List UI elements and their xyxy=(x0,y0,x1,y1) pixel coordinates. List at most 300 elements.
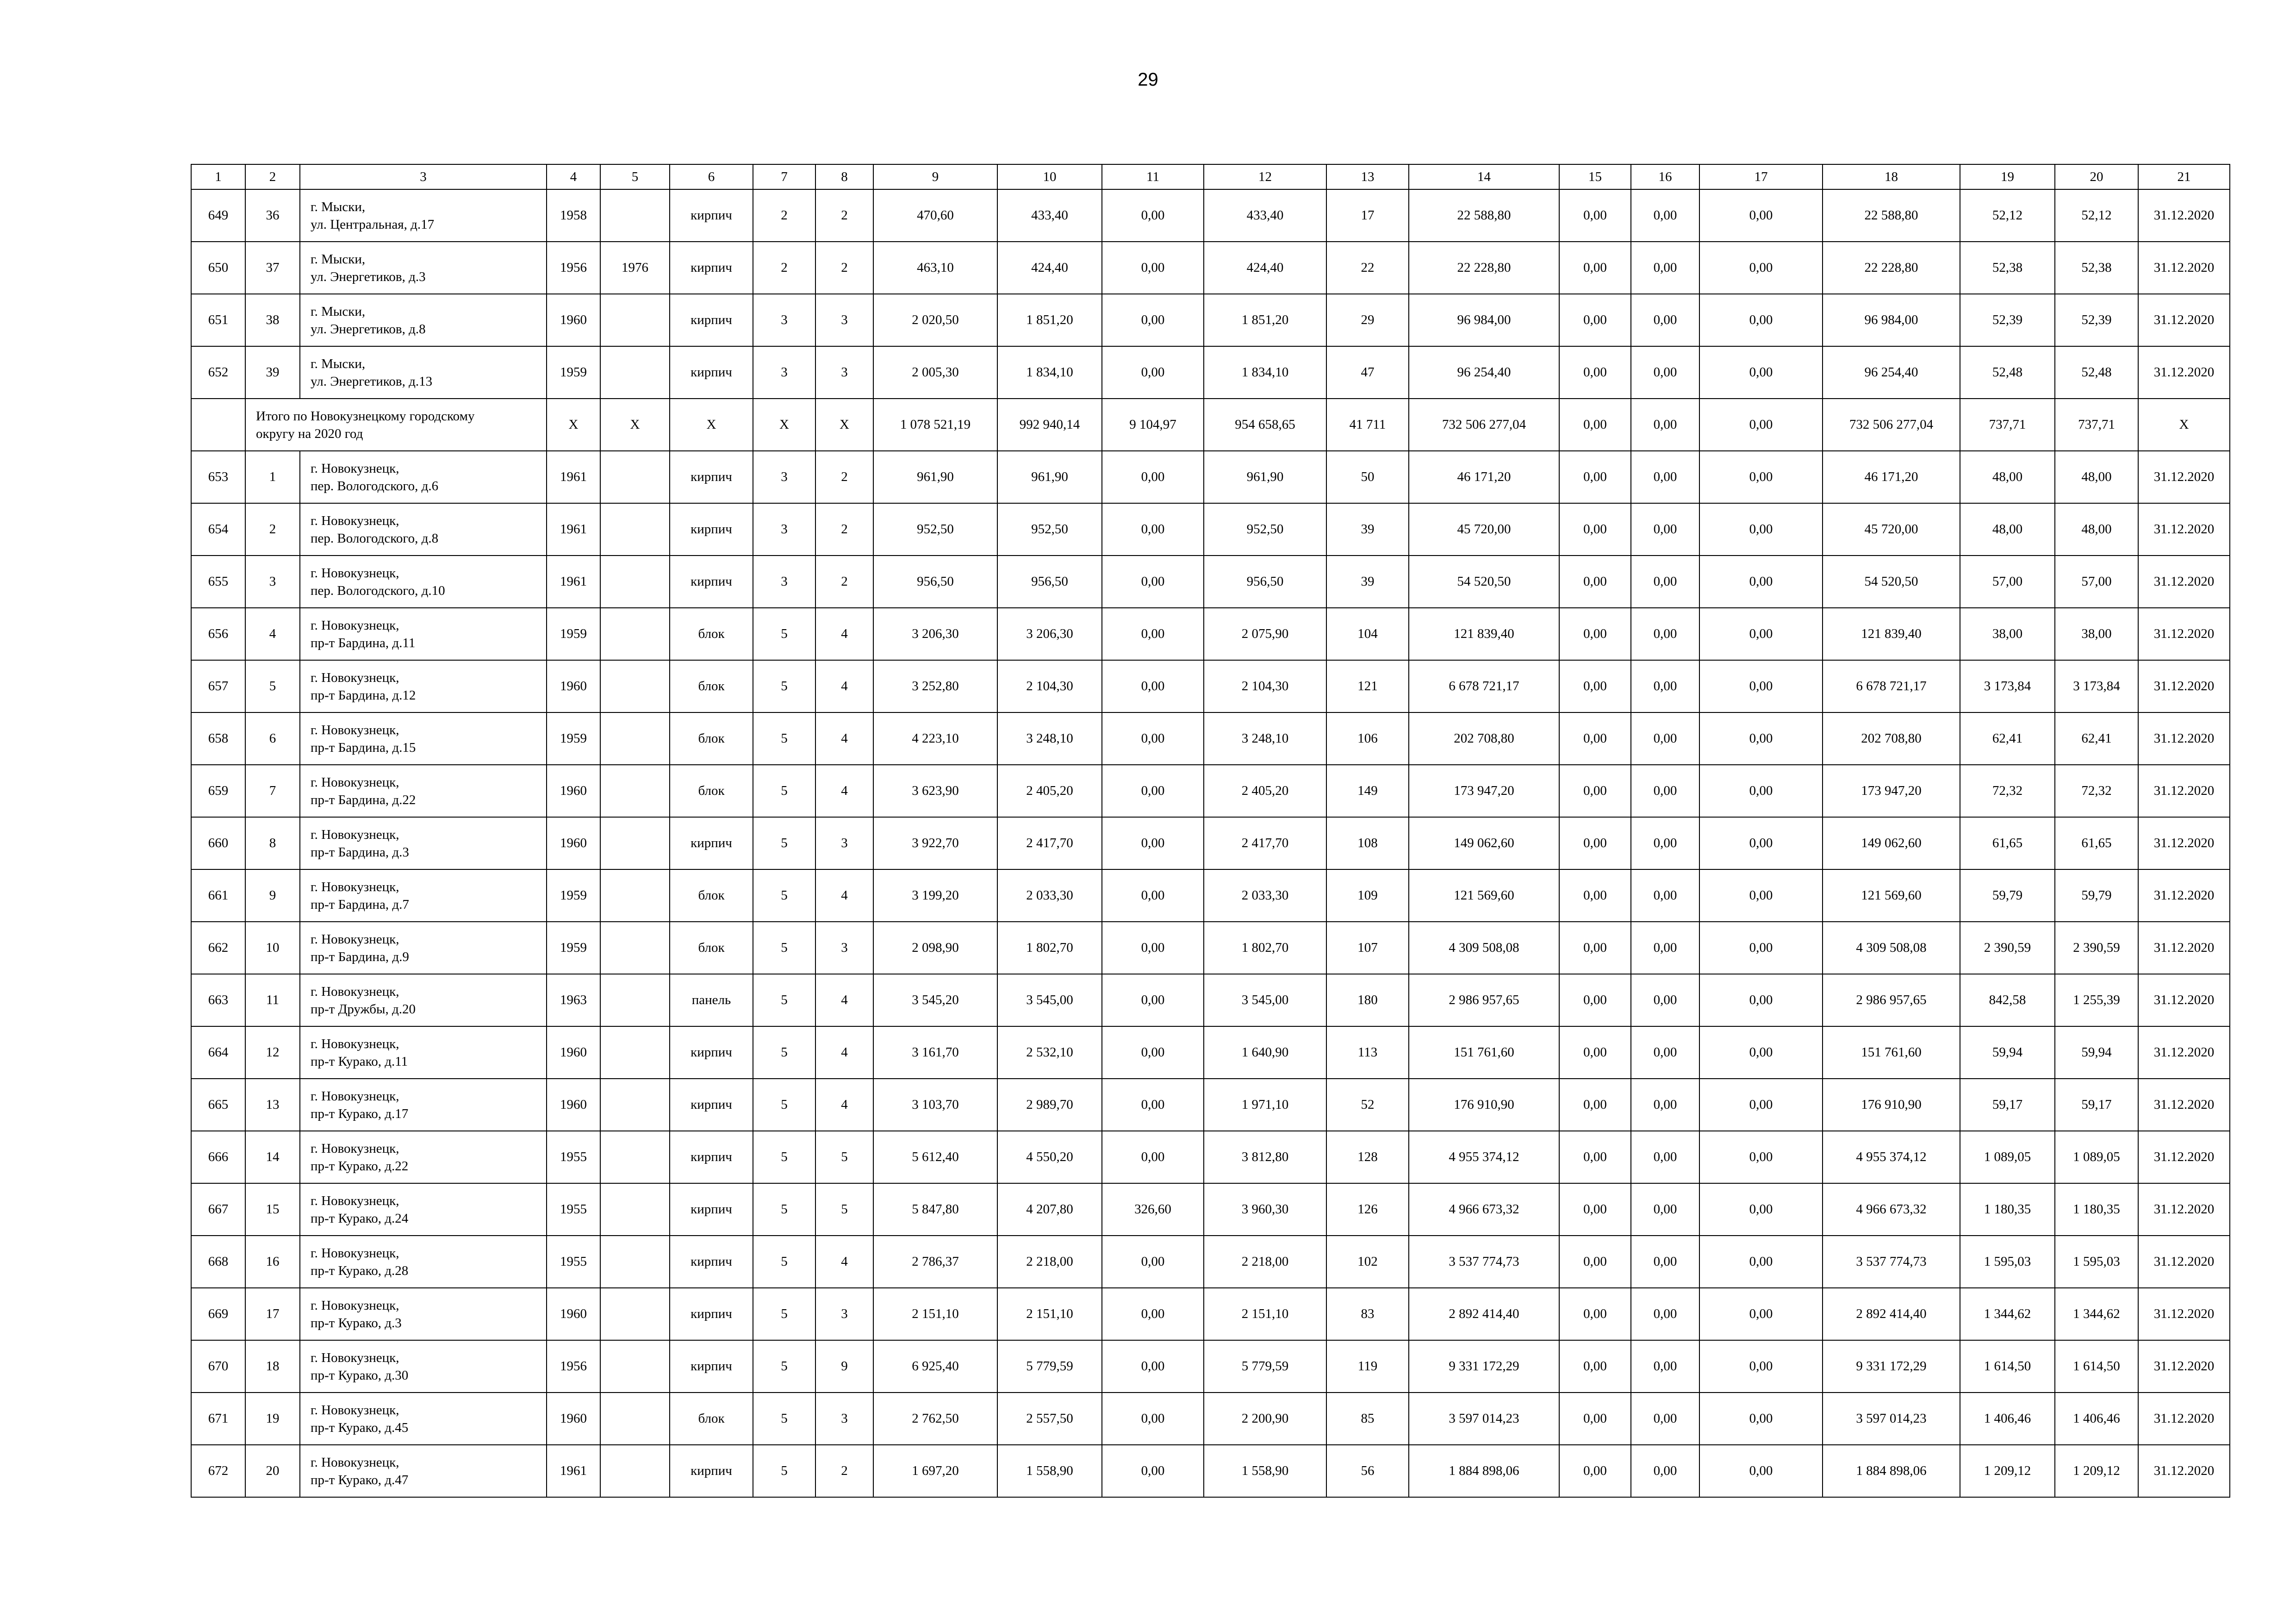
cell-col-18: 45 720,00 xyxy=(1823,503,1960,556)
cell-col-20: 52,48 xyxy=(2055,346,2138,399)
cell-col-8: 4 xyxy=(815,765,873,817)
cell-col-8: 4 xyxy=(815,869,873,922)
cell-col-7: 5 xyxy=(753,1131,815,1183)
cell-col-9: 3 199,20 xyxy=(873,869,997,922)
cell-col-4: 1963 xyxy=(547,974,600,1026)
cell-col-5: 1976 xyxy=(600,242,670,294)
cell-col-19: 59,94 xyxy=(1960,1026,2055,1079)
cell-col-14: 2 892 414,40 xyxy=(1409,1288,1559,1340)
cell-col-16: 0,00 xyxy=(1631,974,1699,1026)
cell-col-6: кирпич xyxy=(670,1026,753,1079)
cell-col-4: 1956 xyxy=(547,242,600,294)
cell-col-21: 31.12.2020 xyxy=(2138,1393,2230,1445)
cell-col-12: 952,50 xyxy=(1204,503,1326,556)
column-number-header-row xyxy=(191,164,2230,189)
address-cell xyxy=(300,1445,547,1497)
cell-col-12: 3 960,30 xyxy=(1204,1183,1326,1236)
cell-col-14: 202 708,80 xyxy=(1409,712,1559,765)
address-city: г. Новокузнецк, xyxy=(311,775,399,790)
cell-col-10: 2 557,50 xyxy=(997,1393,1102,1445)
cell-col-6: кирпич xyxy=(670,1079,753,1131)
cell-col-13: 126 xyxy=(1326,1183,1409,1236)
cell-col-14: 54 520,50 xyxy=(1409,556,1559,608)
address-city: г. Новокузнецк, xyxy=(311,1193,399,1208)
cell-col-9: 470,60 xyxy=(873,189,997,242)
cell-col-9: 463,10 xyxy=(873,242,997,294)
cell-col-10: 956,50 xyxy=(997,556,1102,608)
cell-col-16: 0,00 xyxy=(1631,660,1699,712)
cell-col-18: 96 984,00 xyxy=(1823,294,1960,346)
cell-col-18: 4 955 374,12 xyxy=(1823,1131,1960,1183)
table-row xyxy=(191,503,2230,556)
cell-col-9: 3 623,90 xyxy=(873,765,997,817)
address-cell xyxy=(300,1026,547,1079)
total-label-cell xyxy=(245,399,547,451)
cell-col-6: блок xyxy=(670,922,753,974)
row-number-cell: 658 xyxy=(191,712,245,765)
cell-col-12: 2 405,20 xyxy=(1204,765,1326,817)
cell-col-7: 5 xyxy=(753,1393,815,1445)
cell-col-9: 3 161,70 xyxy=(873,1026,997,1079)
cell-col-14: 4 966 673,32 xyxy=(1409,1183,1559,1236)
cell-col-21: 31.12.2020 xyxy=(2138,189,2230,242)
cell-col-18: 54 520,50 xyxy=(1823,556,1960,608)
cell-col-5 xyxy=(600,974,670,1026)
cell-col-9: 1 697,20 xyxy=(873,1445,997,1497)
cell-col-8: 4 xyxy=(815,1079,873,1131)
cell-col-17: 0,00 xyxy=(1699,765,1823,817)
cell-col-18: 173 947,20 xyxy=(1823,765,1960,817)
address-street: пр-т Курако, д.11 xyxy=(311,1054,408,1069)
cell-col-21: 31.12.2020 xyxy=(2138,242,2230,294)
cell-col-5 xyxy=(600,817,670,869)
housing-registry-table xyxy=(191,164,2230,1498)
cell-col-7: 5 xyxy=(753,765,815,817)
cell-col-5 xyxy=(600,1079,670,1131)
row-number-cell: 669 xyxy=(191,1288,245,1340)
cell-col-16: 0,00 xyxy=(1631,1340,1699,1393)
cell-col-11: 0,00 xyxy=(1102,660,1204,712)
cell-col-13: 107 xyxy=(1326,922,1409,974)
cell-col-7: 3 xyxy=(753,346,815,399)
cell-col-4: 1959 xyxy=(547,922,600,974)
address-cell xyxy=(300,189,547,242)
cell-col-13: 52 xyxy=(1326,1079,1409,1131)
cell-col-5 xyxy=(600,1445,670,1497)
address-cell xyxy=(300,712,547,765)
cell-col-20: 52,38 xyxy=(2055,242,2138,294)
cell-col-17: 0,00 xyxy=(1699,869,1823,922)
cell-col-9: 956,50 xyxy=(873,556,997,608)
cell-col-11: 0,00 xyxy=(1102,1393,1204,1445)
cell-col-19: 59,17 xyxy=(1960,1079,2055,1131)
cell-col-9: 3 206,30 xyxy=(873,608,997,660)
cell-col-9: 961,90 xyxy=(873,451,997,503)
cell-col-17: 0,00 xyxy=(1699,1236,1823,1288)
cell-col-7: 5 xyxy=(753,1026,815,1079)
cell-col-6: кирпич xyxy=(670,503,753,556)
cell-col-13: 39 xyxy=(1326,503,1409,556)
cell-col-16: 0,00 xyxy=(1631,346,1699,399)
cell-col-15: 0,00 xyxy=(1559,451,1631,503)
cell-col-5: X xyxy=(600,399,670,451)
cell-col-21: 31.12.2020 xyxy=(2138,1183,2230,1236)
row-number-cell: 649 xyxy=(191,189,245,242)
cell-col-5 xyxy=(600,1288,670,1340)
cell-col-18: 121 569,60 xyxy=(1823,869,1960,922)
table-row xyxy=(191,1340,2230,1393)
cell-col-14: 22 588,80 xyxy=(1409,189,1559,242)
cell-col-5 xyxy=(600,294,670,346)
total-empty-cell xyxy=(191,399,245,451)
page-number: 29 xyxy=(1138,69,1158,90)
cell-col-20: 737,71 xyxy=(2055,399,2138,451)
cell-col-7: 5 xyxy=(753,660,815,712)
row-number-cell: 668 xyxy=(191,1236,245,1288)
cell-col-15: 0,00 xyxy=(1559,1183,1631,1236)
cell-col-13: 106 xyxy=(1326,712,1409,765)
table-row xyxy=(191,1026,2230,1079)
address-city: г. Новокузнецк, xyxy=(311,461,399,476)
cell-col-11: 0,00 xyxy=(1102,1340,1204,1393)
address-cell xyxy=(300,869,547,922)
cell-col-14: 3 537 774,73 xyxy=(1409,1236,1559,1288)
cell-col-12: 1 851,20 xyxy=(1204,294,1326,346)
address-city: г. Новокузнецк, xyxy=(311,879,399,894)
cell-col-16: 0,00 xyxy=(1631,1445,1699,1497)
column-number-1: 1 xyxy=(191,164,245,189)
row-number-cell: 659 xyxy=(191,765,245,817)
address-street: ул. Энергетиков, д.8 xyxy=(311,321,426,337)
cell-col-16: 0,00 xyxy=(1631,1079,1699,1131)
cell-col-17: 0,00 xyxy=(1699,1393,1823,1445)
cell-col-11: 9 104,97 xyxy=(1102,399,1204,451)
table-row xyxy=(191,922,2230,974)
table-row xyxy=(191,189,2230,242)
address-cell xyxy=(300,1393,547,1445)
cell-col-10: 961,90 xyxy=(997,451,1102,503)
cell-col-8: 4 xyxy=(815,1026,873,1079)
cell-col-8: 3 xyxy=(815,1288,873,1340)
cell-col-7: 5 xyxy=(753,1288,815,1340)
cell-col-17: 0,00 xyxy=(1699,660,1823,712)
row-number-cell: 653 xyxy=(191,451,245,503)
column-number-12: 12 xyxy=(1204,164,1326,189)
cell-col-12: 1 640,90 xyxy=(1204,1026,1326,1079)
cell-col-6: кирпич xyxy=(670,346,753,399)
cell-col-20: 59,79 xyxy=(2055,869,2138,922)
cell-col-5 xyxy=(600,1183,670,1236)
cell-col-12: 2 200,90 xyxy=(1204,1393,1326,1445)
row-number-cell: 662 xyxy=(191,922,245,974)
cell-col-10: 2 989,70 xyxy=(997,1079,1102,1131)
row-number-cell: 666 xyxy=(191,1131,245,1183)
table-row xyxy=(191,608,2230,660)
cell-col-9: 2 786,37 xyxy=(873,1236,997,1288)
cell-col-12: 3 545,00 xyxy=(1204,974,1326,1026)
local-number-cell: 39 xyxy=(245,346,300,399)
cell-col-7: 3 xyxy=(753,294,815,346)
local-number-cell: 15 xyxy=(245,1183,300,1236)
cell-col-20: 1 180,35 xyxy=(2055,1183,2138,1236)
cell-col-20: 52,12 xyxy=(2055,189,2138,242)
cell-col-14: 4 955 374,12 xyxy=(1409,1131,1559,1183)
cell-col-21: 31.12.2020 xyxy=(2138,1445,2230,1497)
cell-col-11: 0,00 xyxy=(1102,1236,1204,1288)
column-number-7: 7 xyxy=(753,164,815,189)
cell-col-10: 2 218,00 xyxy=(997,1236,1102,1288)
address-street: пр-т Бардина, д.9 xyxy=(311,949,409,964)
cell-col-6: блок xyxy=(670,608,753,660)
cell-col-4: 1961 xyxy=(547,503,600,556)
cell-col-7: 5 xyxy=(753,1445,815,1497)
row-number-cell: 651 xyxy=(191,294,245,346)
cell-col-8: 2 xyxy=(815,1445,873,1497)
cell-col-16: 0,00 xyxy=(1631,1393,1699,1445)
cell-col-21: 31.12.2020 xyxy=(2138,608,2230,660)
table-row xyxy=(191,451,2230,503)
cell-col-13: 121 xyxy=(1326,660,1409,712)
cell-col-8: 4 xyxy=(815,974,873,1026)
address-city: г. Новокузнецк, xyxy=(311,984,399,999)
cell-col-19: 72,32 xyxy=(1960,765,2055,817)
cell-col-16: 0,00 xyxy=(1631,765,1699,817)
cell-col-19: 1 344,62 xyxy=(1960,1288,2055,1340)
cell-col-21: X xyxy=(2138,399,2230,451)
row-number-cell: 671 xyxy=(191,1393,245,1445)
cell-col-8: 3 xyxy=(815,817,873,869)
local-number-cell: 20 xyxy=(245,1445,300,1497)
cell-col-13: 29 xyxy=(1326,294,1409,346)
cell-col-6: кирпич xyxy=(670,1131,753,1183)
cell-col-10: 1 558,90 xyxy=(997,1445,1102,1497)
address-cell xyxy=(300,1236,547,1288)
cell-col-8: 4 xyxy=(815,712,873,765)
cell-col-15: 0,00 xyxy=(1559,346,1631,399)
cell-col-9: 3 545,20 xyxy=(873,974,997,1026)
cell-col-15: 0,00 xyxy=(1559,1236,1631,1288)
address-city: г. Новокузнецк, xyxy=(311,1036,399,1051)
cell-col-7: 5 xyxy=(753,869,815,922)
cell-col-18: 2 986 957,65 xyxy=(1823,974,1960,1026)
cell-col-6: кирпич xyxy=(670,242,753,294)
cell-col-20: 3 173,84 xyxy=(2055,660,2138,712)
cell-col-19: 1 406,46 xyxy=(1960,1393,2055,1445)
cell-col-14: 3 597 014,23 xyxy=(1409,1393,1559,1445)
cell-col-13: 47 xyxy=(1326,346,1409,399)
cell-col-5 xyxy=(600,712,670,765)
cell-col-12: 1 834,10 xyxy=(1204,346,1326,399)
row-number-cell: 661 xyxy=(191,869,245,922)
column-number-3: 3 xyxy=(300,164,547,189)
address-cell xyxy=(300,242,547,294)
cell-col-10: 3 248,10 xyxy=(997,712,1102,765)
table-row xyxy=(191,1079,2230,1131)
cell-col-20: 59,94 xyxy=(2055,1026,2138,1079)
cell-col-7: 3 xyxy=(753,503,815,556)
local-number-cell: 9 xyxy=(245,869,300,922)
cell-col-13: 17 xyxy=(1326,189,1409,242)
address-city: г. Новокузнецк, xyxy=(311,513,399,528)
cell-col-6: кирпич xyxy=(670,817,753,869)
cell-col-17: 0,00 xyxy=(1699,1026,1823,1079)
cell-col-20: 52,39 xyxy=(2055,294,2138,346)
cell-col-10: 2 151,10 xyxy=(997,1288,1102,1340)
cell-col-4: 1960 xyxy=(547,765,600,817)
cell-col-14: 176 910,90 xyxy=(1409,1079,1559,1131)
cell-col-11: 0,00 xyxy=(1102,817,1204,869)
cell-col-18: 176 910,90 xyxy=(1823,1079,1960,1131)
cell-col-5 xyxy=(600,765,670,817)
local-number-cell: 11 xyxy=(245,974,300,1026)
cell-col-13: 149 xyxy=(1326,765,1409,817)
table-row xyxy=(191,1131,2230,1183)
column-number-15: 15 xyxy=(1559,164,1631,189)
cell-col-8: 4 xyxy=(815,608,873,660)
address-cell xyxy=(300,1340,547,1393)
cell-col-15: 0,00 xyxy=(1559,242,1631,294)
row-number-cell: 656 xyxy=(191,608,245,660)
table-row xyxy=(191,1288,2230,1340)
cell-col-13: 109 xyxy=(1326,869,1409,922)
cell-col-12: 3 248,10 xyxy=(1204,712,1326,765)
cell-col-11: 0,00 xyxy=(1102,242,1204,294)
address-cell xyxy=(300,1288,547,1340)
cell-col-19: 1 614,50 xyxy=(1960,1340,2055,1393)
cell-col-4: 1958 xyxy=(547,189,600,242)
table-row xyxy=(191,1236,2230,1288)
cell-col-21: 31.12.2020 xyxy=(2138,1131,2230,1183)
address-street: пер. Вологодского, д.6 xyxy=(311,478,439,493)
cell-col-8: 3 xyxy=(815,1393,873,1445)
table-row xyxy=(191,1393,2230,1445)
cell-col-10: 952,50 xyxy=(997,503,1102,556)
cell-col-4: X xyxy=(547,399,600,451)
cell-col-16: 0,00 xyxy=(1631,817,1699,869)
cell-col-14: 45 720,00 xyxy=(1409,503,1559,556)
cell-col-16: 0,00 xyxy=(1631,922,1699,974)
cell-col-14: 46 171,20 xyxy=(1409,451,1559,503)
row-number-cell: 665 xyxy=(191,1079,245,1131)
cell-col-16: 0,00 xyxy=(1631,608,1699,660)
cell-col-10: 1 802,70 xyxy=(997,922,1102,974)
cell-col-20: 48,00 xyxy=(2055,451,2138,503)
cell-col-5 xyxy=(600,189,670,242)
cell-col-8: X xyxy=(815,399,873,451)
cell-col-17: 0,00 xyxy=(1699,817,1823,869)
cell-col-9: 2 762,50 xyxy=(873,1393,997,1445)
cell-col-15: 0,00 xyxy=(1559,608,1631,660)
cell-col-4: 1959 xyxy=(547,869,600,922)
address-cell xyxy=(300,294,547,346)
cell-col-4: 1956 xyxy=(547,1340,600,1393)
cell-col-15: 0,00 xyxy=(1559,1393,1631,1445)
cell-col-21: 31.12.2020 xyxy=(2138,1288,2230,1340)
cell-col-17: 0,00 xyxy=(1699,242,1823,294)
cell-col-21: 31.12.2020 xyxy=(2138,503,2230,556)
cell-col-17: 0,00 xyxy=(1699,451,1823,503)
cell-col-7: 5 xyxy=(753,1236,815,1288)
cell-col-18: 2 892 414,40 xyxy=(1823,1288,1960,1340)
cell-col-19: 48,00 xyxy=(1960,451,2055,503)
cell-col-16: 0,00 xyxy=(1631,242,1699,294)
cell-col-12: 2 075,90 xyxy=(1204,608,1326,660)
cell-col-7: 5 xyxy=(753,817,815,869)
address-city: г. Новокузнецк, xyxy=(311,1402,399,1418)
cell-col-14: 732 506 277,04 xyxy=(1409,399,1559,451)
local-number-cell: 6 xyxy=(245,712,300,765)
cell-col-6: кирпич xyxy=(670,451,753,503)
cell-col-11: 0,00 xyxy=(1102,1288,1204,1340)
row-number-cell: 652 xyxy=(191,346,245,399)
address-cell xyxy=(300,660,547,712)
cell-col-15: 0,00 xyxy=(1559,1026,1631,1079)
table-row xyxy=(191,1445,2230,1497)
cell-col-6: кирпич xyxy=(670,1340,753,1393)
cell-col-18: 1 884 898,06 xyxy=(1823,1445,1960,1497)
cell-col-9: 1 078 521,19 xyxy=(873,399,997,451)
address-street: пр-т Курако, д.30 xyxy=(311,1368,409,1383)
cell-col-5 xyxy=(600,1340,670,1393)
cell-col-19: 57,00 xyxy=(1960,556,2055,608)
cell-col-8: 5 xyxy=(815,1183,873,1236)
column-number-19: 19 xyxy=(1960,164,2055,189)
cell-col-19: 52,12 xyxy=(1960,189,2055,242)
cell-col-9: 952,50 xyxy=(873,503,997,556)
cell-col-18: 149 062,60 xyxy=(1823,817,1960,869)
cell-col-20: 1 344,62 xyxy=(2055,1288,2138,1340)
cell-col-7: 5 xyxy=(753,608,815,660)
cell-col-19: 38,00 xyxy=(1960,608,2055,660)
cell-col-12: 2 218,00 xyxy=(1204,1236,1326,1288)
cell-col-15: 0,00 xyxy=(1559,712,1631,765)
local-number-cell: 18 xyxy=(245,1340,300,1393)
cell-col-11: 0,00 xyxy=(1102,869,1204,922)
cell-col-11: 0,00 xyxy=(1102,1131,1204,1183)
address-street: ул. Энергетиков, д.13 xyxy=(311,374,433,389)
table-row xyxy=(191,294,2230,346)
column-number-4: 4 xyxy=(547,164,600,189)
address-city: г. Новокузнецк, xyxy=(311,1298,399,1313)
cell-col-14: 2 986 957,65 xyxy=(1409,974,1559,1026)
address-city: г. Новокузнецк, xyxy=(311,565,399,581)
cell-col-17: 0,00 xyxy=(1699,1340,1823,1393)
cell-col-7: 2 xyxy=(753,242,815,294)
address-street: пр-т Бардина, д.11 xyxy=(311,635,416,650)
cell-col-18: 4 966 673,32 xyxy=(1823,1183,1960,1236)
column-number-13: 13 xyxy=(1326,164,1409,189)
cell-col-18: 6 678 721,17 xyxy=(1823,660,1960,712)
local-number-cell: 16 xyxy=(245,1236,300,1288)
cell-col-20: 72,32 xyxy=(2055,765,2138,817)
address-street: пр-т Курако, д.24 xyxy=(311,1211,409,1226)
cell-col-10: 992 940,14 xyxy=(997,399,1102,451)
cell-col-7: 5 xyxy=(753,1340,815,1393)
cell-col-10: 433,40 xyxy=(997,189,1102,242)
cell-col-20: 61,65 xyxy=(2055,817,2138,869)
cell-col-18: 121 839,40 xyxy=(1823,608,1960,660)
cell-col-9: 2 020,50 xyxy=(873,294,997,346)
cell-col-21: 31.12.2020 xyxy=(2138,1236,2230,1288)
cell-col-14: 6 678 721,17 xyxy=(1409,660,1559,712)
cell-col-16: 0,00 xyxy=(1631,1288,1699,1340)
address-cell xyxy=(300,974,547,1026)
table-row xyxy=(191,869,2230,922)
cell-col-9: 3 922,70 xyxy=(873,817,997,869)
cell-col-6: кирпич xyxy=(670,1236,753,1288)
cell-col-14: 96 984,00 xyxy=(1409,294,1559,346)
local-number-cell: 37 xyxy=(245,242,300,294)
